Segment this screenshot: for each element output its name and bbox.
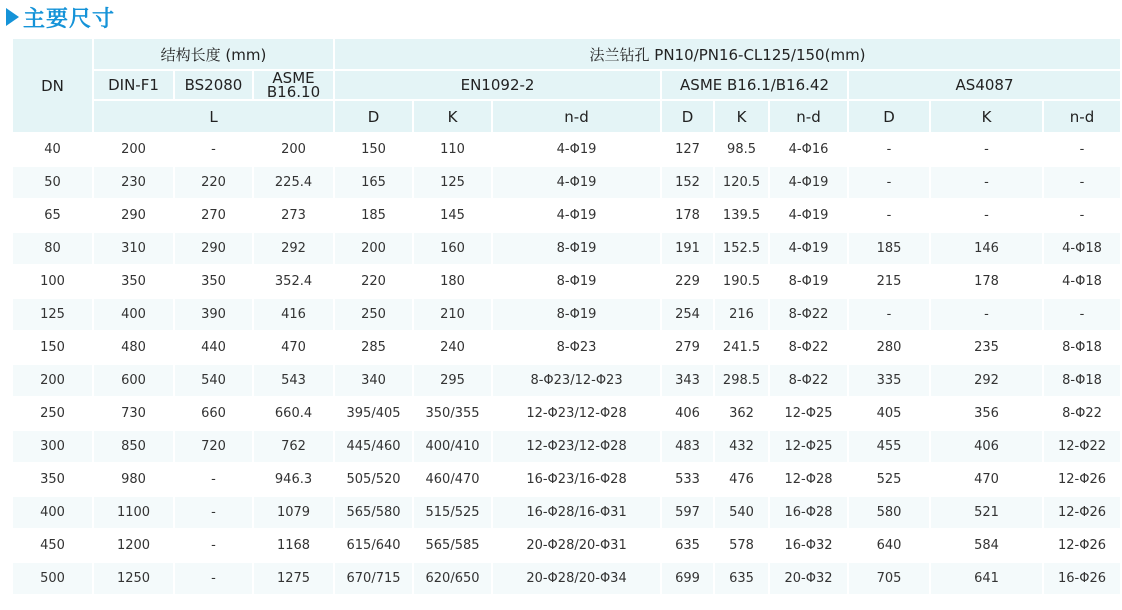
table-cell: 8-Φ23/12-Φ23 bbox=[493, 365, 660, 396]
table-cell: 190.5 bbox=[715, 266, 768, 297]
table-cell: 580 bbox=[849, 497, 929, 528]
table-cell: 505/520 bbox=[335, 464, 412, 495]
header-en1092: EN1092-2 bbox=[335, 71, 660, 99]
section-title-text: 主要尺寸 bbox=[23, 6, 116, 32]
table-row bbox=[13, 563, 1120, 594]
header-en-nd: n-d bbox=[493, 101, 660, 132]
table-cell: 12-Φ26 bbox=[1044, 497, 1120, 528]
table-cell: 210 bbox=[414, 299, 491, 330]
table-cell: 12-Φ28 bbox=[770, 464, 847, 495]
table-cell: 295 bbox=[414, 365, 491, 396]
table-cell: 225.4 bbox=[254, 167, 333, 198]
table-cell: - bbox=[931, 299, 1042, 330]
table-cell: 340 bbox=[335, 365, 412, 396]
table-cell: 762 bbox=[254, 431, 333, 462]
table-cell: 178 bbox=[931, 266, 1042, 297]
table-cell: - bbox=[849, 299, 929, 330]
table-cell: 16-Φ28/16-Φ31 bbox=[493, 497, 660, 528]
table-cell: - bbox=[849, 200, 929, 231]
table-cell: 635 bbox=[662, 530, 713, 561]
header-asme-line1: ASME bbox=[272, 69, 315, 87]
table-cell: 1079 bbox=[254, 497, 333, 528]
header-bs: BS2080 bbox=[175, 71, 252, 99]
table-cell: 216 bbox=[715, 299, 768, 330]
table-cell: 16-Φ23/16-Φ28 bbox=[493, 464, 660, 495]
table-cell: 4-Φ19 bbox=[493, 200, 660, 231]
header-din: DIN-F1 bbox=[94, 71, 173, 99]
header-asme-d: D bbox=[662, 101, 713, 132]
table-cell: 343 bbox=[662, 365, 713, 396]
table-cell: 400/410 bbox=[414, 431, 491, 462]
table-cell: 229 bbox=[662, 266, 713, 297]
table-cell: 635 bbox=[715, 563, 768, 594]
table-cell: 699 bbox=[662, 563, 713, 594]
table-cell: 4-Φ19 bbox=[770, 167, 847, 198]
table-cell: 273 bbox=[254, 200, 333, 231]
table-cell: 215 bbox=[849, 266, 929, 297]
header-asme-line2: B16.10 bbox=[266, 83, 321, 101]
table-cell: 270 bbox=[175, 200, 252, 231]
table-cell: 241.5 bbox=[715, 332, 768, 363]
table-cell: 65 bbox=[13, 200, 92, 231]
table-cell: 350 bbox=[175, 266, 252, 297]
table-cell: - bbox=[931, 200, 1042, 231]
table-cell: - bbox=[931, 134, 1042, 165]
table-header bbox=[13, 39, 1120, 132]
table-cell: 8-Φ22 bbox=[770, 365, 847, 396]
table-cell: - bbox=[1044, 200, 1120, 231]
table-cell: 280 bbox=[849, 332, 929, 363]
header-asme-b161: ASME B16.1/B16.42 bbox=[662, 71, 847, 99]
table-cell: 980 bbox=[94, 464, 173, 495]
table-cell: 470 bbox=[931, 464, 1042, 495]
header-as-k: K bbox=[931, 101, 1042, 132]
table-cell: 20-Φ28/20-Φ31 bbox=[493, 530, 660, 561]
table-cell: 8-Φ19 bbox=[493, 299, 660, 330]
table-cell: 200 bbox=[13, 365, 92, 396]
table-cell: 180 bbox=[414, 266, 491, 297]
table-cell: 20-Φ28/20-Φ34 bbox=[493, 563, 660, 594]
table-cell: 705 bbox=[849, 563, 929, 594]
table-cell: 235 bbox=[931, 332, 1042, 363]
table-cell: 139.5 bbox=[715, 200, 768, 231]
table-cell: 220 bbox=[335, 266, 412, 297]
table-cell: 298.5 bbox=[715, 365, 768, 396]
table-row bbox=[13, 134, 1120, 165]
table-row bbox=[13, 167, 1120, 198]
table-cell: 40 bbox=[13, 134, 92, 165]
table-cell: 152 bbox=[662, 167, 713, 198]
table-cell: 525 bbox=[849, 464, 929, 495]
table-cell: - bbox=[175, 563, 252, 594]
header-as4087: AS4087 bbox=[849, 71, 1120, 99]
table-row bbox=[13, 299, 1120, 330]
table-cell: 1250 bbox=[94, 563, 173, 594]
section-title bbox=[6, 2, 115, 32]
table-cell: 515/525 bbox=[414, 497, 491, 528]
table-cell: 98.5 bbox=[715, 134, 768, 165]
table-cell: 250 bbox=[13, 398, 92, 429]
table-cell: 250 bbox=[335, 299, 412, 330]
table-cell: 185 bbox=[849, 233, 929, 264]
table-row bbox=[13, 365, 1120, 396]
table-cell: 127 bbox=[662, 134, 713, 165]
table-cell: 16-Φ28 bbox=[770, 497, 847, 528]
table-cell: 150 bbox=[335, 134, 412, 165]
table-cell: 946.3 bbox=[254, 464, 333, 495]
table-cell: 292 bbox=[931, 365, 1042, 396]
table-cell: 310 bbox=[94, 233, 173, 264]
table-cell: 440 bbox=[175, 332, 252, 363]
table-cell: 16-Φ26 bbox=[1044, 563, 1120, 594]
table-cell: 50 bbox=[13, 167, 92, 198]
table-cell: 12-Φ26 bbox=[1044, 464, 1120, 495]
table-cell: 8-Φ22 bbox=[770, 299, 847, 330]
table-cell: 8-Φ22 bbox=[770, 332, 847, 363]
table-cell: 285 bbox=[335, 332, 412, 363]
table-cell: 200 bbox=[94, 134, 173, 165]
table-cell: 400 bbox=[94, 299, 173, 330]
table-cell: 292 bbox=[254, 233, 333, 264]
table-cell: 584 bbox=[931, 530, 1042, 561]
table-cell: 350/355 bbox=[414, 398, 491, 429]
table-cell: 476 bbox=[715, 464, 768, 495]
table-cell: 406 bbox=[662, 398, 713, 429]
table-cell: 8-Φ19 bbox=[493, 266, 660, 297]
table-cell: 350 bbox=[13, 464, 92, 495]
table-cell: 483 bbox=[662, 431, 713, 462]
table-cell: 4-Φ18 bbox=[1044, 266, 1120, 297]
table-cell: 12-Φ23/12-Φ28 bbox=[493, 398, 660, 429]
table-cell: 12-Φ26 bbox=[1044, 530, 1120, 561]
table-cell: 352.4 bbox=[254, 266, 333, 297]
table-cell: 160 bbox=[414, 233, 491, 264]
table-cell: 615/640 bbox=[335, 530, 412, 561]
header-l: L bbox=[94, 101, 333, 132]
table-cell: 578 bbox=[715, 530, 768, 561]
header-flange-drilling: 法兰钻孔 PN10/PN16-CL125/150(mm) bbox=[335, 39, 1120, 69]
table-cell: 335 bbox=[849, 365, 929, 396]
table-cell: 185 bbox=[335, 200, 412, 231]
table-cell: - bbox=[175, 464, 252, 495]
header-dn: DN bbox=[13, 39, 92, 132]
table-cell: 356 bbox=[931, 398, 1042, 429]
table-cell: 8-Φ19 bbox=[770, 266, 847, 297]
table-cell: - bbox=[175, 134, 252, 165]
table-cell: 80 bbox=[13, 233, 92, 264]
table-cell: 390 bbox=[175, 299, 252, 330]
table-row bbox=[13, 530, 1120, 561]
table-cell: 641 bbox=[931, 563, 1042, 594]
table-cell: 290 bbox=[175, 233, 252, 264]
table-cell: 220 bbox=[175, 167, 252, 198]
table-cell: 191 bbox=[662, 233, 713, 264]
table-cell: - bbox=[931, 167, 1042, 198]
table-cell: 20-Φ32 bbox=[770, 563, 847, 594]
table-cell: 4-Φ16 bbox=[770, 134, 847, 165]
table-cell: 110 bbox=[414, 134, 491, 165]
table-cell: - bbox=[1044, 134, 1120, 165]
table-cell: 200 bbox=[254, 134, 333, 165]
table-cell: 395/405 bbox=[335, 398, 412, 429]
table-cell: 543 bbox=[254, 365, 333, 396]
table-cell: 100 bbox=[13, 266, 92, 297]
table-cell: - bbox=[175, 530, 252, 561]
table-cell: 300 bbox=[13, 431, 92, 462]
table-cell: 8-Φ18 bbox=[1044, 332, 1120, 363]
header-structure-length: 结构长度 (mm) bbox=[94, 39, 333, 69]
table-cell: 620/650 bbox=[414, 563, 491, 594]
table-cell: 178 bbox=[662, 200, 713, 231]
header-asme-b1610 bbox=[254, 71, 333, 99]
table-cell: 455 bbox=[849, 431, 929, 462]
header-as-d: D bbox=[849, 101, 929, 132]
table-cell: 12-Φ25 bbox=[770, 398, 847, 429]
table-cell: 290 bbox=[94, 200, 173, 231]
header-en-k: K bbox=[414, 101, 491, 132]
table-cell: 565/585 bbox=[414, 530, 491, 561]
table-cell: 145 bbox=[414, 200, 491, 231]
table-cell: 125 bbox=[414, 167, 491, 198]
table-cell: - bbox=[1044, 167, 1120, 198]
table-row bbox=[13, 398, 1120, 429]
table-cell: 450 bbox=[13, 530, 92, 561]
table-cell: 1200 bbox=[94, 530, 173, 561]
table-cell: 540 bbox=[175, 365, 252, 396]
table-cell: 660 bbox=[175, 398, 252, 429]
table-cell: 12-Φ25 bbox=[770, 431, 847, 462]
table-cell: 4-Φ19 bbox=[770, 200, 847, 231]
table-cell: 445/460 bbox=[335, 431, 412, 462]
table-cell: 416 bbox=[254, 299, 333, 330]
table-cell: - bbox=[1044, 299, 1120, 330]
table-row bbox=[13, 200, 1120, 231]
table-row bbox=[13, 497, 1120, 528]
table-cell: 165 bbox=[335, 167, 412, 198]
table-cell: 8-Φ23 bbox=[493, 332, 660, 363]
table-cell: 12-Φ23/12-Φ28 bbox=[493, 431, 660, 462]
header-asme-k: K bbox=[715, 101, 768, 132]
table-cell: 230 bbox=[94, 167, 173, 198]
table-cell: 850 bbox=[94, 431, 173, 462]
table-cell: 350 bbox=[94, 266, 173, 297]
table-cell: 540 bbox=[715, 497, 768, 528]
table-cell: 240 bbox=[414, 332, 491, 363]
table-cell: 254 bbox=[662, 299, 713, 330]
header-as-nd: n-d bbox=[1044, 101, 1120, 132]
table-cell: 8-Φ22 bbox=[1044, 398, 1120, 429]
table-cell: 146 bbox=[931, 233, 1042, 264]
table-cell: 470 bbox=[254, 332, 333, 363]
table-body bbox=[13, 134, 1120, 594]
table-cell: 521 bbox=[931, 497, 1042, 528]
table-cell: 12-Φ22 bbox=[1044, 431, 1120, 462]
table-cell: 660.4 bbox=[254, 398, 333, 429]
table-cell: - bbox=[849, 167, 929, 198]
table-cell: 720 bbox=[175, 431, 252, 462]
table-cell: 406 bbox=[931, 431, 1042, 462]
table-cell: 1168 bbox=[254, 530, 333, 561]
table-cell: 730 bbox=[94, 398, 173, 429]
table-row bbox=[13, 332, 1120, 363]
table-cell: 4-Φ19 bbox=[770, 233, 847, 264]
table-cell: 120.5 bbox=[715, 167, 768, 198]
table-cell: 279 bbox=[662, 332, 713, 363]
table-cell: 565/580 bbox=[335, 497, 412, 528]
table-cell: 8-Φ18 bbox=[1044, 365, 1120, 396]
header-asme-nd: n-d bbox=[770, 101, 847, 132]
table-cell: 200 bbox=[335, 233, 412, 264]
table-cell: 432 bbox=[715, 431, 768, 462]
table-cell: 1275 bbox=[254, 563, 333, 594]
table-cell: 1100 bbox=[94, 497, 173, 528]
table-cell: 405 bbox=[849, 398, 929, 429]
table-row bbox=[13, 233, 1120, 264]
table-cell: 4-Φ19 bbox=[493, 134, 660, 165]
table-cell: 8-Φ19 bbox=[493, 233, 660, 264]
table-cell: 600 bbox=[94, 365, 173, 396]
table-cell: 4-Φ18 bbox=[1044, 233, 1120, 264]
table-row bbox=[13, 431, 1120, 462]
table-cell: 533 bbox=[662, 464, 713, 495]
table-cell: 460/470 bbox=[414, 464, 491, 495]
table-cell: 500 bbox=[13, 563, 92, 594]
table-row bbox=[13, 266, 1120, 297]
table-cell: 597 bbox=[662, 497, 713, 528]
table-cell: 16-Φ32 bbox=[770, 530, 847, 561]
table-cell: 480 bbox=[94, 332, 173, 363]
header-en-d: D bbox=[335, 101, 412, 132]
table-cell: 150 bbox=[13, 332, 92, 363]
table-cell: 362 bbox=[715, 398, 768, 429]
triangle-right-icon bbox=[6, 8, 19, 26]
table-cell: - bbox=[175, 497, 252, 528]
table-cell: 400 bbox=[13, 497, 92, 528]
table-cell: 4-Φ19 bbox=[493, 167, 660, 198]
dimensions-table bbox=[11, 37, 1122, 596]
table-cell: 670/715 bbox=[335, 563, 412, 594]
table-cell: 640 bbox=[849, 530, 929, 561]
table-cell: - bbox=[849, 134, 929, 165]
table-cell: 152.5 bbox=[715, 233, 768, 264]
table-row bbox=[13, 464, 1120, 495]
table-cell: 125 bbox=[13, 299, 92, 330]
